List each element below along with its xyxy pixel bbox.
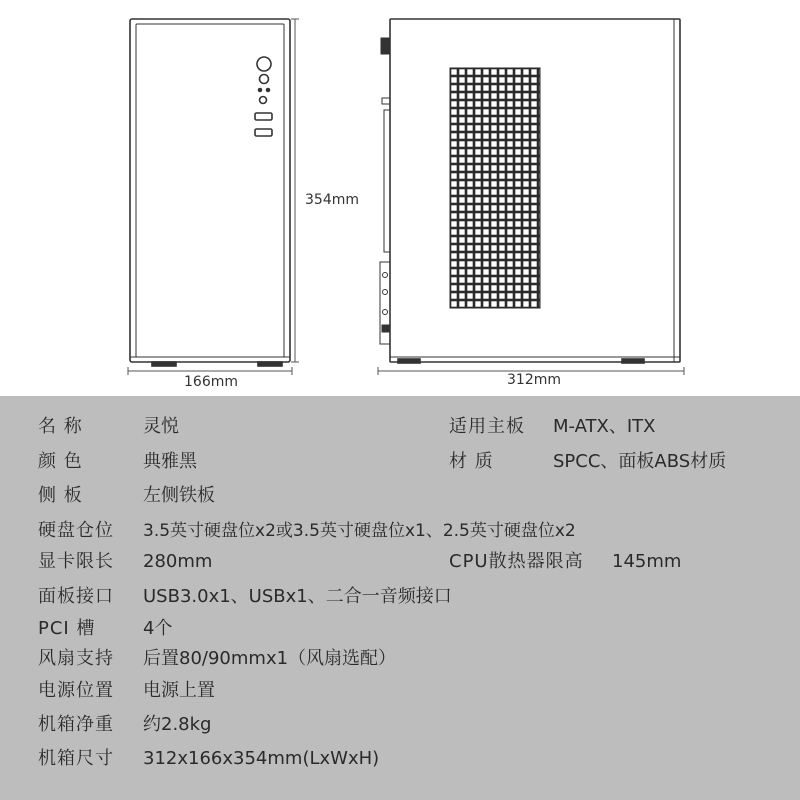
width-label: 166mm: [184, 374, 238, 390]
spec-value-material: SPCC、面板ABS材质: [553, 451, 727, 472]
led-indicator-icon-2: [267, 89, 270, 92]
case-drawing: [0, 0, 800, 396]
height-label: 354mm: [305, 192, 359, 208]
psu-rear-edge: [384, 110, 390, 252]
spec-value-name: 灵悦: [143, 416, 179, 437]
spec-value-gpu-limit: 280mm: [143, 551, 213, 572]
front-view: [130, 19, 290, 366]
rear-screw-icon-2: [383, 290, 388, 295]
spec-label-front-io: 面板接口: [38, 586, 114, 607]
spec-panel: [0, 396, 800, 800]
spec-label-psu-position: 电源位置: [38, 680, 114, 701]
spec-value-psu-position: 电源上置: [143, 680, 215, 701]
spec-label-pci: PCI 槽: [38, 618, 96, 639]
spec-value-fan-support: 后置80/90mmx1（风扇选配）: [143, 648, 397, 669]
usb-port-icon: [255, 113, 272, 120]
spec-label-color: 颜 色: [38, 451, 83, 472]
depth-label: 312mm: [507, 372, 561, 388]
spec-label-case-size: 机箱尺寸: [38, 748, 114, 769]
case-dimension-diagram: [0, 0, 800, 396]
rear-thumbscrew-icon: [381, 38, 390, 54]
front-panel-inner: [136, 24, 284, 357]
rear-bracket-icon: [382, 98, 390, 104]
spec-value-motherboard: M-ATX、ITX: [553, 416, 656, 437]
reset-button-icon: [260, 75, 269, 84]
side-vent-grid: [450, 68, 540, 308]
spec-value-net-weight: 约2.8kg: [143, 714, 212, 735]
audio-jack-icon: [260, 97, 267, 104]
spec-label-name: 名 称: [38, 416, 83, 437]
rear-screw-icon-3: [383, 310, 388, 315]
spec-label-gpu-limit: 显卡限长: [38, 551, 114, 572]
spec-label-side-panel: 侧 板: [38, 485, 83, 506]
spec-value-side-panel: 左侧铁板: [143, 485, 215, 506]
led-indicator-icon: [259, 89, 262, 92]
rear-screw-icon: [383, 273, 388, 278]
spec-value-pci: 4个: [143, 618, 173, 639]
spec-label-motherboard: 适用主板: [449, 416, 525, 437]
spec-label-cpu-cooler: CPU散热器限高: [449, 551, 584, 572]
spec-value-color: 典雅黑: [143, 451, 197, 472]
rear-latch-icon: [382, 325, 390, 332]
usb-port-icon-2: [255, 129, 272, 136]
spec-value-front-io: USB3.0x1、USBx1、二合一音频接口: [143, 586, 452, 607]
spec-label-fan-support: 风扇支持: [38, 648, 114, 669]
spec-label-drive-bays: 硬盘仓位: [38, 520, 114, 541]
front-dimensions: [128, 19, 299, 375]
spec-value-case-size: 312x166x354mm(LxWxH): [143, 748, 380, 769]
front-foot-right: [258, 362, 282, 366]
front-foot-left: [152, 362, 176, 366]
power-button-icon: [257, 57, 271, 71]
spec-label-net-weight: 机箱净重: [38, 714, 114, 735]
spec-value-drive-bays: 3.5英寸硬盘位x2或3.5英寸硬盘位x1、2.5英寸硬盘位x2: [143, 521, 576, 541]
spec-value-cpu-cooler: 145mm: [612, 551, 682, 572]
spec-label-material: 材 质: [449, 451, 494, 472]
side-foot-right: [622, 359, 644, 363]
side-foot-left: [398, 359, 420, 363]
